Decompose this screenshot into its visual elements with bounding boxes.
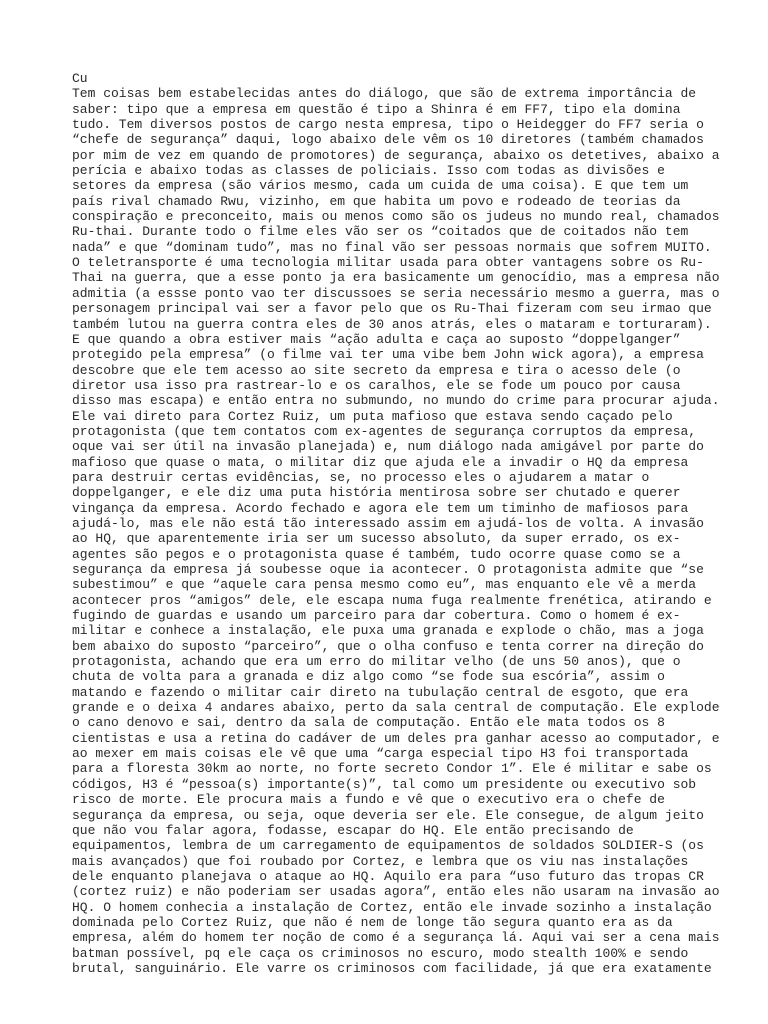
text-line: subestimou” e que “aquele cara pensa mesmo como eu”, mas enquanto ele vê a merda <box>72 577 697 593</box>
document-title: Cu <box>72 71 88 86</box>
text-line: grande e o deixa 4 andares abaixo, perto da sala central de computação. Ele explode <box>72 700 720 716</box>
text-line: protegido pela empresa” (o filme vai ter uma vibe bem John wick agora), a empresa <box>72 347 704 363</box>
text-line: para a floresta 30km ao norte, no forte secreto Condor 1”. Ele é militar e sabe os <box>72 761 712 777</box>
text-line: brutal, sanguinário. Ele varre os criminosos com facilidade, já que era exatamente <box>72 960 712 976</box>
text-line: E que quando a obra estiver mais “ação adulta e caça ao suposto “doppelganger” <box>72 331 681 347</box>
text-line: O teletransporte é uma tecnologia militar usada para obter vantagens sobre os Ru- <box>72 255 704 271</box>
text-line: Ele vai direto para Cortez Ruiz, um puta mafioso que estava sendo caçado pelo <box>72 408 673 424</box>
text-line: segurança da empresa, ou seja, oque deveria ser ele. Ele consegue, de algum jeito <box>72 807 704 823</box>
text-line: agentes são pegos e o protagonista quase é também, tudo ocorre quase como se a <box>72 546 681 562</box>
text-line: disso mas escapa) e então entra no submundo, no mundo do crime para procurar ajuda. <box>72 393 720 409</box>
text-line: Ru-thai. Durante todo o filme eles vão ser os “coitados que de coitados não tem <box>72 224 689 240</box>
text-line: vingança da empresa. Acordo fechado e agora ele tem um timinho de mafiosos para <box>72 500 689 516</box>
text-line: “chefe de segurança” daqui, logo abaixo dele vêm os 10 diretores (também chamados <box>72 132 704 148</box>
text-line: que não vou falar agora, fodasse, escapar do HQ. Ele então precisando de <box>72 822 634 838</box>
text-line: HQ. O homem conhecia a instalação de Cortez, então ele invade sozinho a instalação <box>72 899 712 915</box>
text-line: protagonista (que tem contatos com ex-agentes de segurança corruptos da empresa, <box>72 423 697 439</box>
text-line: matando e fazendo o militar cair direto na tubulação central de esgoto, que era <box>72 684 689 700</box>
text-line: empresa, além do homem ter noção de como é a segurança lá. Aqui vai ser a cena mais <box>72 930 720 946</box>
text-line: nada” e que “dominam tudo”, mas no final vão ser pessoas normais que sofrem MUITO. <box>72 239 712 255</box>
text-line: risco de morte. Ele procura mais a fundo e vê que o executivo era o chefe de <box>72 792 665 808</box>
text-line: chuta de volta para a granada e diz algo como “se fode sua escória”, assim o <box>72 669 665 685</box>
text-line: códigos, H3 é “pessoa(s) importante(s)”, tal como um presidente ou executivo sob <box>72 776 697 792</box>
text-line: perícia e abaixo todas as classes de policiais. Isso com todas as divisões e <box>72 163 665 179</box>
text-line: para destruir certas evidências, se, no processo eles o ajudarem a matar o <box>72 469 650 485</box>
text-line: fugindo de guardas e usando um parceiro para dar cobertura. Como o homem é ex- <box>72 608 681 624</box>
text-line: conspiração e preconceito, mais ou menos como são os judeus no mundo real, chamados <box>72 209 720 225</box>
text-line: ao mexer em mais coisas ele vê que uma “carga especial tipo H3 foi transportada <box>72 746 689 762</box>
text-line: setores da empresa (são vários mesmo, cada um cuida de uma coisa). E que tem um <box>72 178 689 194</box>
document-body <box>72 71 720 976</box>
text-line: também lutou na guerra contra eles de 30 anos atrás, eles o mataram e torturaram). <box>72 316 712 332</box>
text-line: acontecer pros “amigos” dele, ele escapa numa fuga realmente frenética, atirando e <box>72 592 712 608</box>
text-line: mafioso que quase o mata, o militar diz que ajuda ele a invadir o HQ da empresa <box>72 454 689 470</box>
text-line: o cano denovo e sai, dentro da sala de computação. Então ele mata todos os 8 <box>72 715 665 731</box>
text-line: Tem coisas bem estabelecidas antes do diálogo, que são de extrema importância de <box>72 86 697 102</box>
text-line: equipamentos, lembra de um carregamento de equipamentos de soldados SOLDIER-S (os <box>72 838 704 854</box>
text-line: segurança da empresa já soubesse oque ia acontecer. O protagonista admite que “se <box>72 562 704 577</box>
text-line: descobre que ele tem acesso ao site secreto da empresa e tira o acesso dele (o <box>72 362 681 378</box>
text-line: ao HQ, que aparentemente iria ser um sucesso absoluto, da super errado, os ex- <box>72 531 681 547</box>
text-line: tudo. Tem diversos postos de cargo nesta empresa, tipo o Heidegger do FF7 seria o <box>72 117 704 133</box>
text-line: dominada pelo Cortez Ruiz, que não é nem de longe tão segura quanto era as da <box>72 914 673 930</box>
text-line: batman possível, pq ele caça os criminosos no escuro, modo stealth 100% e sendo <box>72 945 689 961</box>
text-line: dele enquanto planejava o ataque ao HQ. Aquilo era para “uso futuro das tropas CR <box>72 868 704 884</box>
text-line: saber: tipo que a empresa em questão é tipo a Shinra é em FF7, tipo ela domina <box>72 101 681 117</box>
text-line: bem abaixo do suposto “parceiro”, que o olha confuso e tenta correr na direção do <box>72 638 704 654</box>
text-line: personagem principal vai ser a favor pelo que os Ru-Thai fizeram com seu irmao que <box>72 301 712 317</box>
text-line: Thai na guerra, que a esse ponto ja era basicamente um genocídio, mas a empresa não <box>72 270 720 286</box>
text-line: militar e conhece a instalação, ele puxa uma granada e explode o chão, mas a joga <box>72 623 704 639</box>
text-line: por mim de vez em quando de promotores) de segurança, abaixo os detetives, abaixo a <box>72 147 720 163</box>
text-line: país rival chamado Rwu, vizinho, em que habita um povo e rodeado de teorias da <box>72 193 681 209</box>
text-line: protagonista, achando que era um erro do militar velho (de uns 50 anos), que o <box>72 654 681 670</box>
text-line: admitia (a essse ponto vao ter discussoes se seria necessário mesmo a guerra, mas o <box>72 285 720 301</box>
text-line: doppelganger, e ele diz uma puta história mentirosa sobre ser chutado e querer <box>72 485 681 501</box>
text-line: mais avançados) que foi roubado por Cortez, e lembra que os viu nas instalações <box>72 853 689 869</box>
text-line: cientistas e usa a retina do cadáver de um deles pra ganhar acesso ao computador, e <box>72 730 720 746</box>
text-line: diretor usa isso pra rastrear-lo e os caralhos, ele se fode um pouco por causa <box>72 377 681 393</box>
text-line: ajudá-lo, mas ele não está tão interessado assim em ajudá-los de volta. A invasão <box>72 515 704 531</box>
text-line: (cortez ruiz) e não poderiam ser usadas agora”, então eles não usaram na invasão ao <box>72 884 720 900</box>
text-line: oque vai ser útil na invasão planejada) e, num diálogo nada amigável por parte do <box>72 439 704 455</box>
